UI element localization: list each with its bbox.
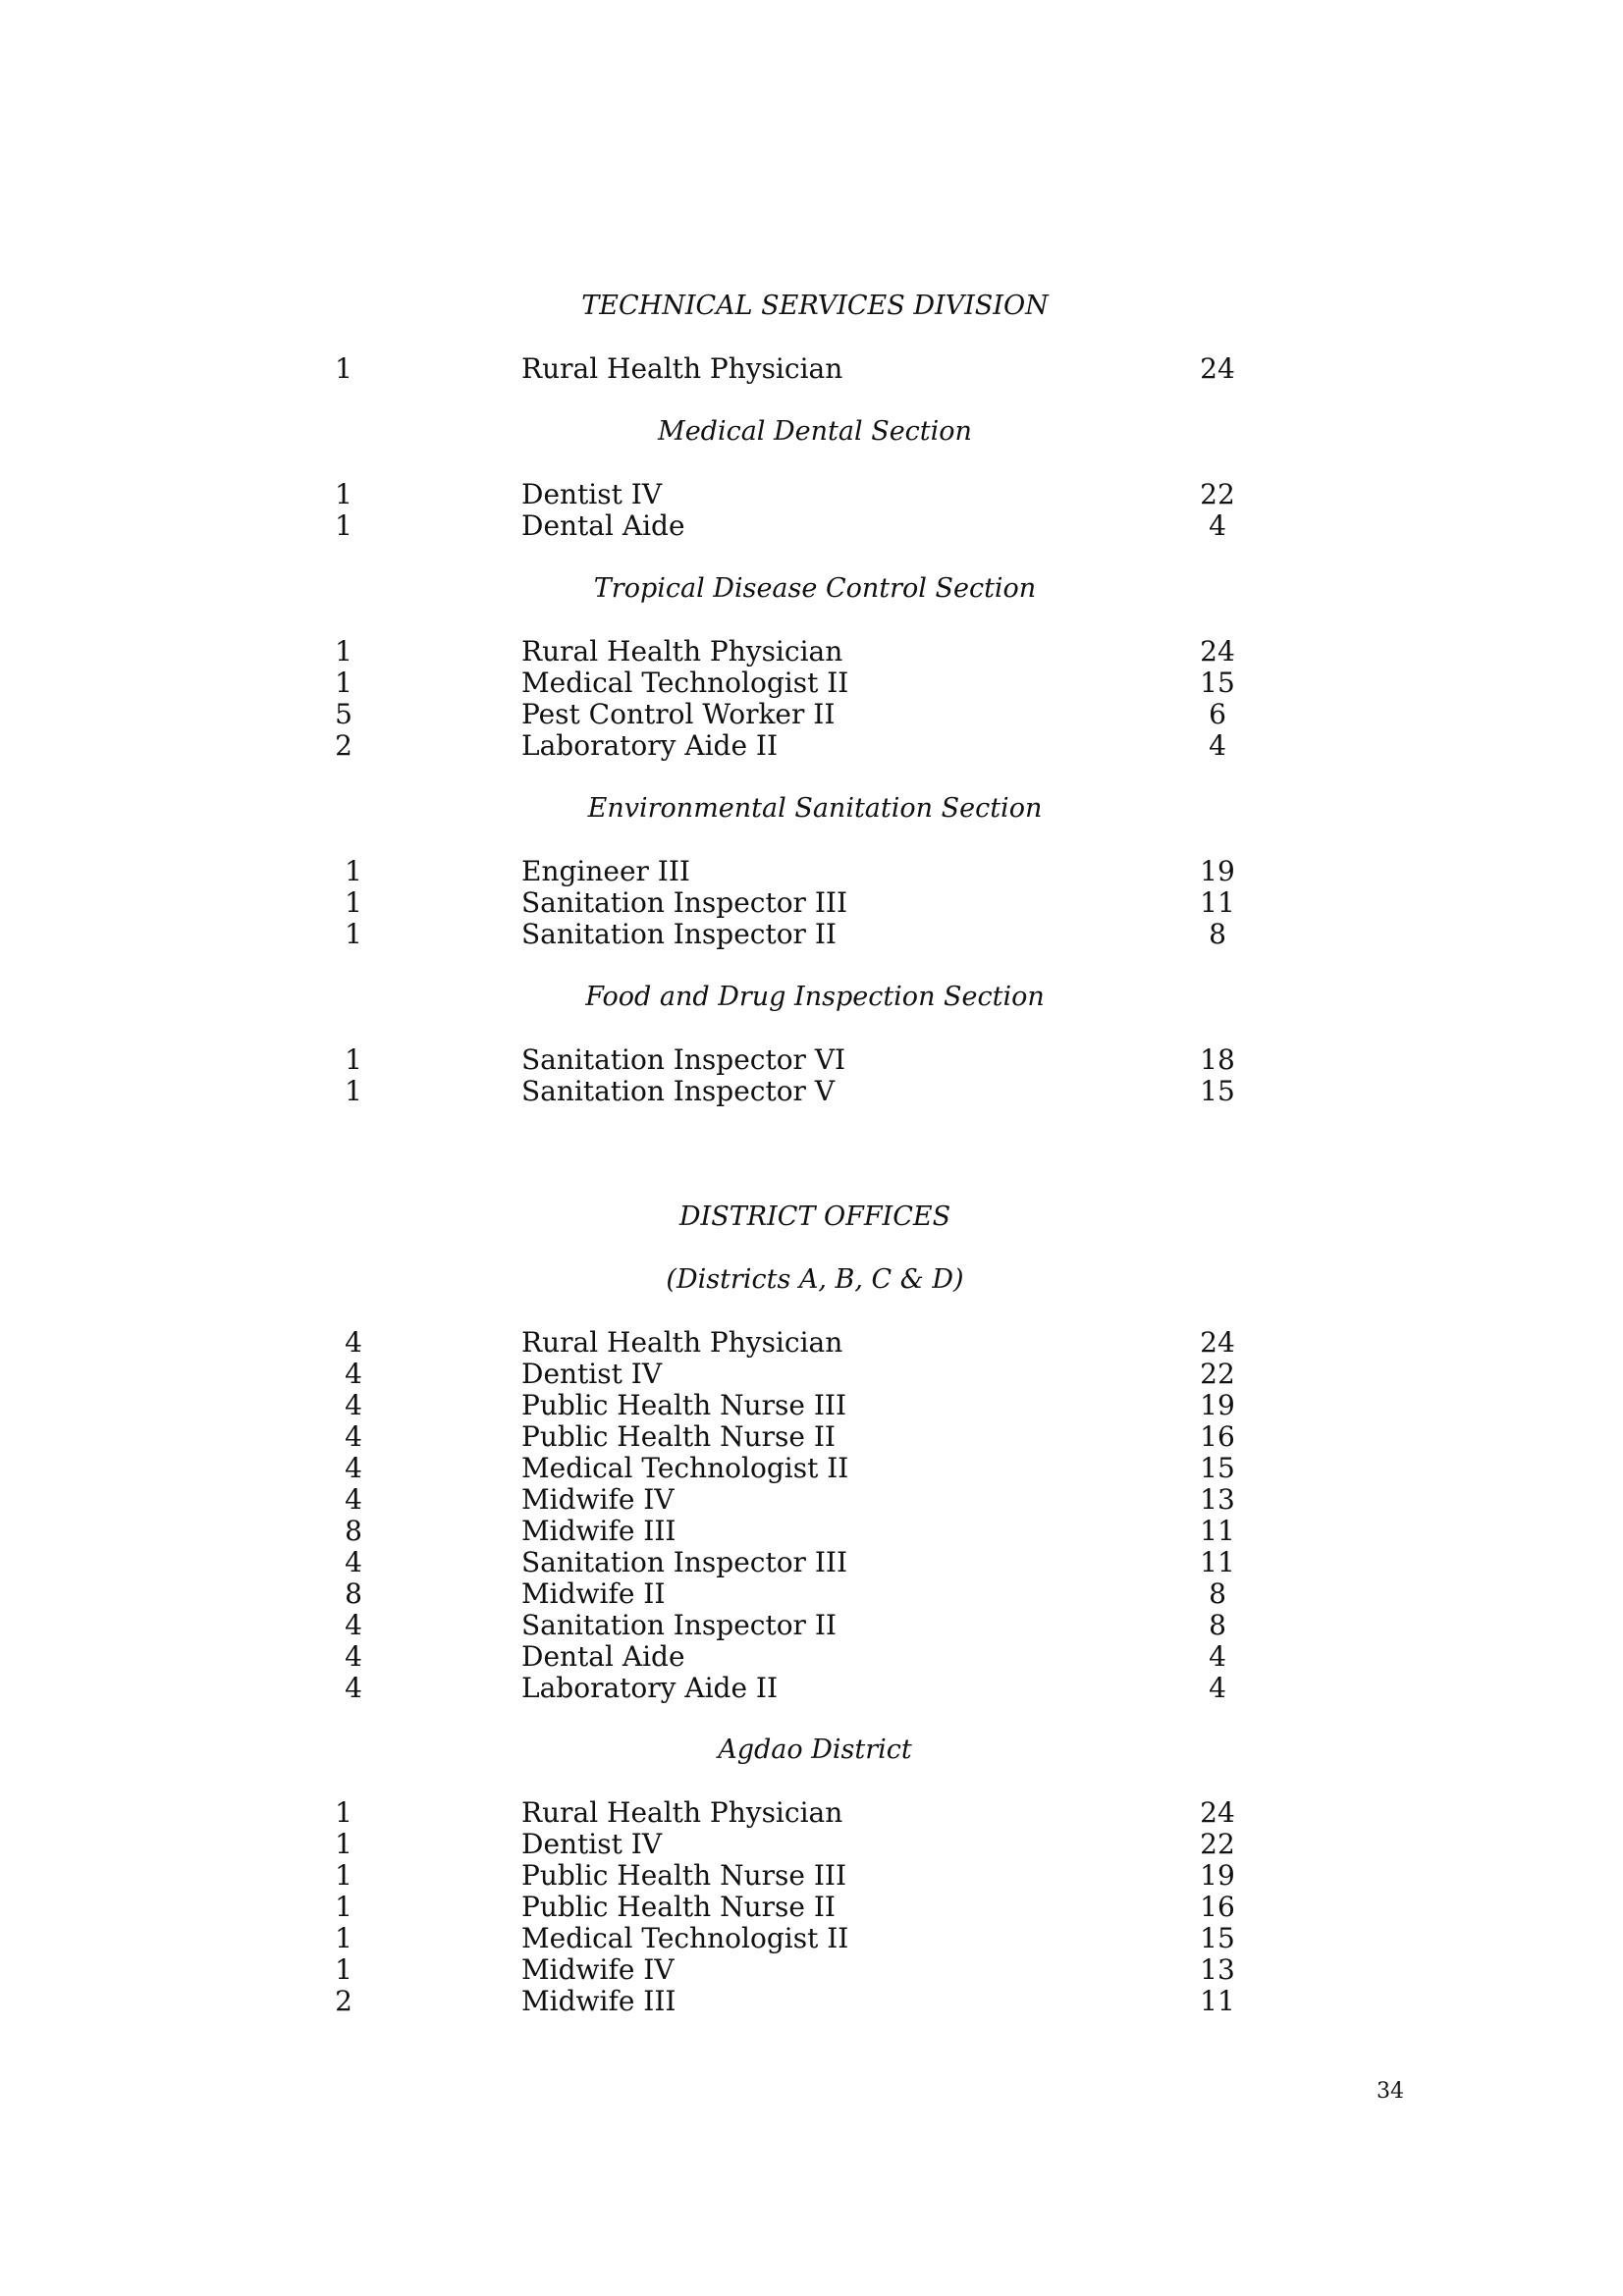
position-title-cell: Dentist IV: [521, 1358, 663, 1390]
quantity-cell: 1: [345, 918, 362, 950]
position-title-cell: Sanitation Inspector III: [521, 886, 848, 919]
quantity-cell: 1: [335, 1859, 352, 1892]
salary-grade-cell: 19: [1200, 1859, 1235, 1892]
table-row: [0, 1892, 1623, 1923]
quantity-cell: 1: [345, 1075, 362, 1107]
salary-grade-cell: 4: [1209, 729, 1226, 762]
table-row: [0, 699, 1623, 730]
position-title-cell: Sanitation Inspector III: [521, 1546, 848, 1578]
section-heading: Agdao District: [718, 1735, 912, 1765]
quantity-cell: 1: [335, 1796, 352, 1829]
salary-grade-cell: 15: [1200, 1922, 1235, 1954]
position-title-cell: Public Health Nurse III: [521, 1389, 847, 1421]
table-row: [0, 353, 1623, 385]
position-title-cell: Midwife IV: [521, 1953, 675, 1986]
quantity-cell: 4: [345, 1672, 362, 1704]
position-title-cell: Laboratory Aide II: [521, 729, 779, 762]
section-heading: Environmental Sanitation Section: [587, 793, 1043, 824]
table-row: [0, 636, 1623, 667]
table-row: [0, 1484, 1623, 1516]
quantity-cell: 5: [335, 698, 352, 730]
quantity-cell: 1: [335, 352, 352, 385]
salary-grade-cell: 4: [1209, 1672, 1226, 1704]
table-row: [0, 1923, 1623, 1954]
table-row: [0, 1044, 1623, 1076]
salary-grade-cell: 11: [1200, 1515, 1235, 1547]
table-row: [0, 1421, 1623, 1453]
salary-grade-cell: 13: [1200, 1953, 1235, 1986]
position-title-cell: Rural Health Physician: [521, 1796, 843, 1829]
table-row: [0, 1578, 1623, 1610]
quantity-cell: 1: [335, 478, 352, 510]
salary-grade-cell: 8: [1209, 1577, 1226, 1610]
section-heading: DISTRICT OFFICES: [678, 1201, 951, 1232]
quantity-cell: 1: [335, 635, 352, 667]
salary-grade-cell: 24: [1200, 635, 1235, 667]
quantity-cell: 4: [345, 1640, 362, 1673]
salary-grade-cell: 24: [1200, 352, 1235, 385]
quantity-cell: 4: [345, 1483, 362, 1516]
salary-grade-cell: 8: [1209, 1609, 1226, 1641]
table-row: [0, 1547, 1623, 1578]
position-title-cell: Public Health Nurse III: [521, 1859, 847, 1892]
quantity-cell: 1: [345, 855, 362, 887]
table-row: [0, 856, 1623, 887]
salary-grade-cell: 15: [1200, 1075, 1235, 1107]
salary-grade-cell: 24: [1200, 1326, 1235, 1359]
table-row: [0, 730, 1623, 762]
salary-grade-cell: 16: [1200, 1420, 1235, 1453]
position-title-cell: Midwife IV: [521, 1483, 675, 1516]
salary-grade-cell: 6: [1209, 698, 1226, 730]
position-title-cell: Medical Technologist II: [521, 667, 849, 699]
quantity-cell: 4: [345, 1546, 362, 1578]
position-title-cell: Midwife II: [521, 1577, 666, 1610]
position-title-cell: Medical Technologist II: [521, 1452, 849, 1484]
salary-grade-cell: 4: [1209, 1640, 1226, 1673]
salary-grade-cell: 11: [1200, 886, 1235, 919]
table-row: [0, 1453, 1623, 1484]
quantity-cell: 4: [345, 1452, 362, 1484]
position-title-cell: Public Health Nurse II: [521, 1420, 836, 1453]
quantity-cell: 1: [345, 886, 362, 919]
quantity-cell: 1: [345, 1043, 362, 1076]
quantity-cell: 1: [335, 1922, 352, 1954]
section-heading: TECHNICAL SERVICES DIVISION: [581, 291, 1049, 321]
position-title-cell: Midwife III: [521, 1985, 676, 2017]
salary-grade-cell: 15: [1200, 1452, 1235, 1484]
table-row: [0, 1829, 1623, 1860]
section-heading: Medical Dental Section: [658, 416, 972, 447]
section-heading: Tropical Disease Control Section: [593, 573, 1037, 604]
salary-grade-cell: 4: [1209, 509, 1226, 542]
table-row: [0, 1327, 1623, 1359]
position-title-cell: Sanitation Inspector II: [521, 1609, 837, 1641]
position-title-cell: Sanitation Inspector V: [521, 1075, 836, 1107]
quantity-cell: 1: [335, 1891, 352, 1923]
salary-grade-cell: 8: [1209, 918, 1226, 950]
table-row: [0, 1390, 1623, 1421]
quantity-cell: 1: [335, 667, 352, 699]
table-row: [0, 1359, 1623, 1390]
salary-grade-cell: 22: [1200, 478, 1235, 510]
table-row: [0, 479, 1623, 510]
salary-grade-cell: 15: [1200, 667, 1235, 699]
quantity-cell: 4: [345, 1389, 362, 1421]
salary-grade-cell: 13: [1200, 1483, 1235, 1516]
position-title-cell: Dentist IV: [521, 1828, 663, 1860]
position-title-cell: Dental Aide: [521, 509, 685, 542]
quantity-cell: 4: [345, 1358, 362, 1390]
quantity-cell: 2: [335, 729, 352, 762]
table-row: [0, 1797, 1623, 1829]
table-row: [0, 1076, 1623, 1107]
table-row: [0, 919, 1623, 950]
position-title-cell: Public Health Nurse II: [521, 1891, 836, 1923]
table-row: [0, 1673, 1623, 1704]
position-title-cell: Dental Aide: [521, 1640, 685, 1673]
position-title-cell: Midwife III: [521, 1515, 676, 1547]
section-heading: Food and Drug Inspection Section: [585, 982, 1045, 1012]
quantity-cell: 4: [345, 1326, 362, 1359]
position-title-cell: Sanitation Inspector II: [521, 918, 837, 950]
quantity-cell: 4: [345, 1609, 362, 1641]
position-title-cell: Medical Technologist II: [521, 1922, 849, 1954]
page-number: 34: [1377, 2079, 1404, 2104]
quantity-cell: 4: [345, 1420, 362, 1453]
salary-grade-cell: 22: [1200, 1358, 1235, 1390]
table-row: [0, 1641, 1623, 1673]
table-row: [0, 1954, 1623, 1986]
table-row: [0, 1986, 1623, 2017]
table-row: [0, 510, 1623, 542]
table-row: [0, 887, 1623, 919]
position-title-cell: Laboratory Aide II: [521, 1672, 779, 1704]
salary-grade-cell: 19: [1200, 1389, 1235, 1421]
salary-grade-cell: 11: [1200, 1546, 1235, 1578]
salary-grade-cell: 16: [1200, 1891, 1235, 1923]
position-title-cell: Dentist IV: [521, 478, 663, 510]
salary-grade-cell: 22: [1200, 1828, 1235, 1860]
quantity-cell: 1: [335, 1953, 352, 1986]
salary-grade-cell: 24: [1200, 1796, 1235, 1829]
salary-grade-cell: 18: [1200, 1043, 1235, 1076]
quantity-cell: 8: [345, 1515, 362, 1547]
table-row: [0, 667, 1623, 699]
quantity-cell: 1: [335, 509, 352, 542]
position-title-cell: Sanitation Inspector VI: [521, 1043, 846, 1076]
salary-grade-cell: 19: [1200, 855, 1235, 887]
table-row: [0, 1610, 1623, 1641]
section-heading: (Districts A, B, C & D): [666, 1264, 964, 1295]
table-row: [0, 1860, 1623, 1892]
table-row: [0, 1516, 1623, 1547]
position-title-cell: Engineer III: [521, 855, 690, 887]
position-title-cell: Pest Control Worker II: [521, 698, 836, 730]
position-title-cell: Rural Health Physician: [521, 635, 843, 667]
quantity-cell: 1: [335, 1828, 352, 1860]
quantity-cell: 2: [335, 1985, 352, 2017]
position-title-cell: Rural Health Physician: [521, 352, 843, 385]
salary-grade-cell: 11: [1200, 1985, 1235, 2017]
position-title-cell: Rural Health Physician: [521, 1326, 843, 1359]
quantity-cell: 8: [345, 1577, 362, 1610]
